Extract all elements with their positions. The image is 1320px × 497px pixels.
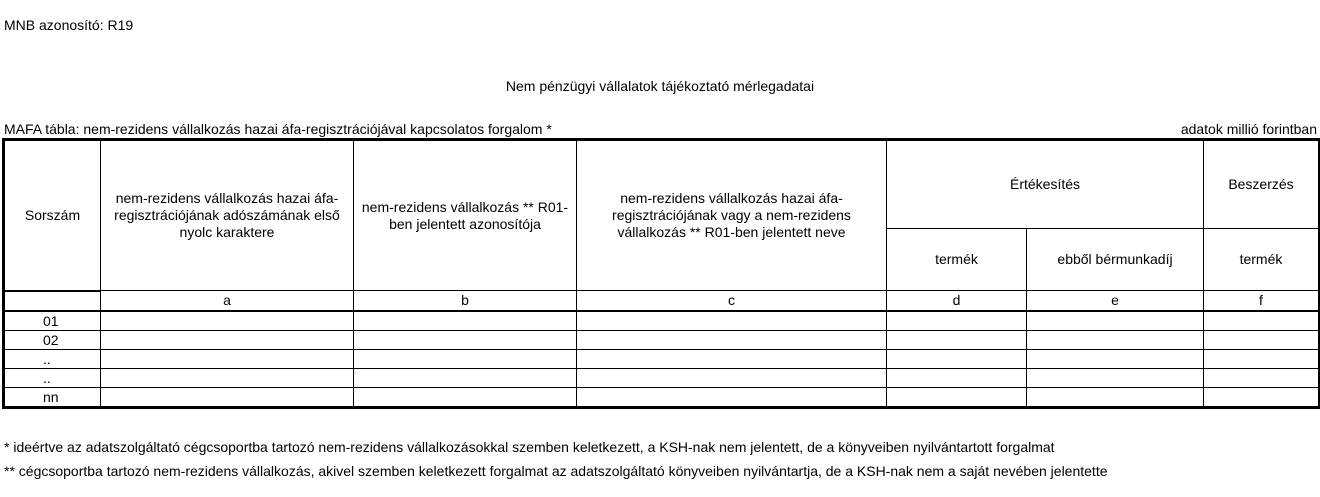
cell-a[interactable] (101, 330, 354, 349)
cell-c[interactable] (577, 349, 887, 368)
cell-d[interactable] (887, 311, 1027, 331)
cell-e[interactable] (1027, 368, 1204, 387)
cell-d[interactable] (887, 368, 1027, 387)
cell-e[interactable] (1027, 330, 1204, 349)
header-col-b: nem-rezidens vállalkozás ** R01-ben jelentett azonosítója (354, 140, 577, 291)
letter-a: a (101, 291, 354, 311)
header-col-d: termék (887, 229, 1027, 291)
row-number: .. (4, 368, 101, 387)
cell-f[interactable] (1204, 311, 1320, 331)
header-group-ertekesites: Értékesítés (887, 140, 1204, 229)
cell-c[interactable] (577, 311, 887, 331)
cell-d[interactable] (887, 349, 1027, 368)
cell-b[interactable] (354, 387, 577, 407)
table-row (4, 311, 1320, 331)
header-col-f: termék (1204, 229, 1320, 291)
letter-c: c (577, 291, 887, 311)
cell-e[interactable] (1027, 387, 1204, 407)
cell-f[interactable] (1204, 387, 1320, 407)
row-number: 01 (4, 311, 101, 331)
header-col-e: ebből bérmunkadíj (1027, 229, 1204, 291)
header-group-beszerzes: Beszerzés (1204, 140, 1320, 229)
letter-b: b (354, 291, 577, 311)
mnb-id: MNB azonosító: R19 (4, 17, 134, 33)
letter-e: e (1027, 291, 1204, 311)
header-col-a: nem-rezidens vállalkozás hazai áfa-regisztrációjának adószámának első nyolc karaktere (101, 140, 354, 291)
cell-b[interactable] (354, 311, 577, 331)
cell-b[interactable] (354, 349, 577, 368)
mafa-table (2, 138, 1320, 409)
table-row (4, 349, 1320, 368)
letter-f: f (1204, 291, 1320, 311)
footnote-2: ** cégcsoportba tartozó nem-rezidens vállalkozás, akivel szemben keletkezett forgalmat az adatszolgáltató könyveiben nyilvántartja, de a KSH-nak nem a saját nevében jelentette (4, 463, 1108, 479)
page-title: Nem pénzügyi vállalatok tájékoztató mérlegadatai (505, 78, 815, 94)
cell-c[interactable] (577, 387, 887, 407)
cell-f[interactable] (1204, 330, 1320, 349)
cell-f[interactable] (1204, 368, 1320, 387)
table-row (4, 368, 1320, 387)
cell-e[interactable] (1027, 349, 1204, 368)
cell-c[interactable] (577, 330, 887, 349)
footnote-1: * ideértve az adatszolgáltató cégcsoportba tartozó nem-rezidens vállalkozásokkal szemben keletkezett, a KSH-nak nem jelentett, de a könyveiben nyilvántartott forgalmat (4, 439, 1055, 455)
cell-b[interactable] (354, 330, 577, 349)
letter-blank (4, 291, 101, 311)
cell-a[interactable] (101, 349, 354, 368)
cell-d[interactable] (887, 387, 1027, 407)
row-number: nn (4, 387, 101, 407)
cell-a[interactable] (101, 368, 354, 387)
row-number: 02 (4, 330, 101, 349)
table-row (4, 330, 1320, 349)
cell-a[interactable] (101, 311, 354, 331)
table-row (4, 387, 1320, 407)
cell-a[interactable] (101, 387, 354, 407)
row-number: .. (4, 349, 101, 368)
cell-f[interactable] (1204, 349, 1320, 368)
cell-c[interactable] (577, 368, 887, 387)
letter-d: d (887, 291, 1027, 311)
cell-d[interactable] (887, 330, 1027, 349)
cell-e[interactable] (1027, 311, 1204, 331)
header-sorszam: Sorszám (4, 140, 101, 291)
units-note: adatok millió forintban (1180, 121, 1317, 137)
header-col-c: nem-rezidens vállalkozás hazai áfa-regisztrációjának vagy a nem-rezidens vállalkozás ** R01-ben jelentett neve (577, 140, 887, 291)
cell-b[interactable] (354, 368, 577, 387)
table-caption: MAFA tábla: nem-rezidens vállalkozás hazai áfa-regisztrációjával kapcsolatos forgalom * (4, 121, 552, 137)
